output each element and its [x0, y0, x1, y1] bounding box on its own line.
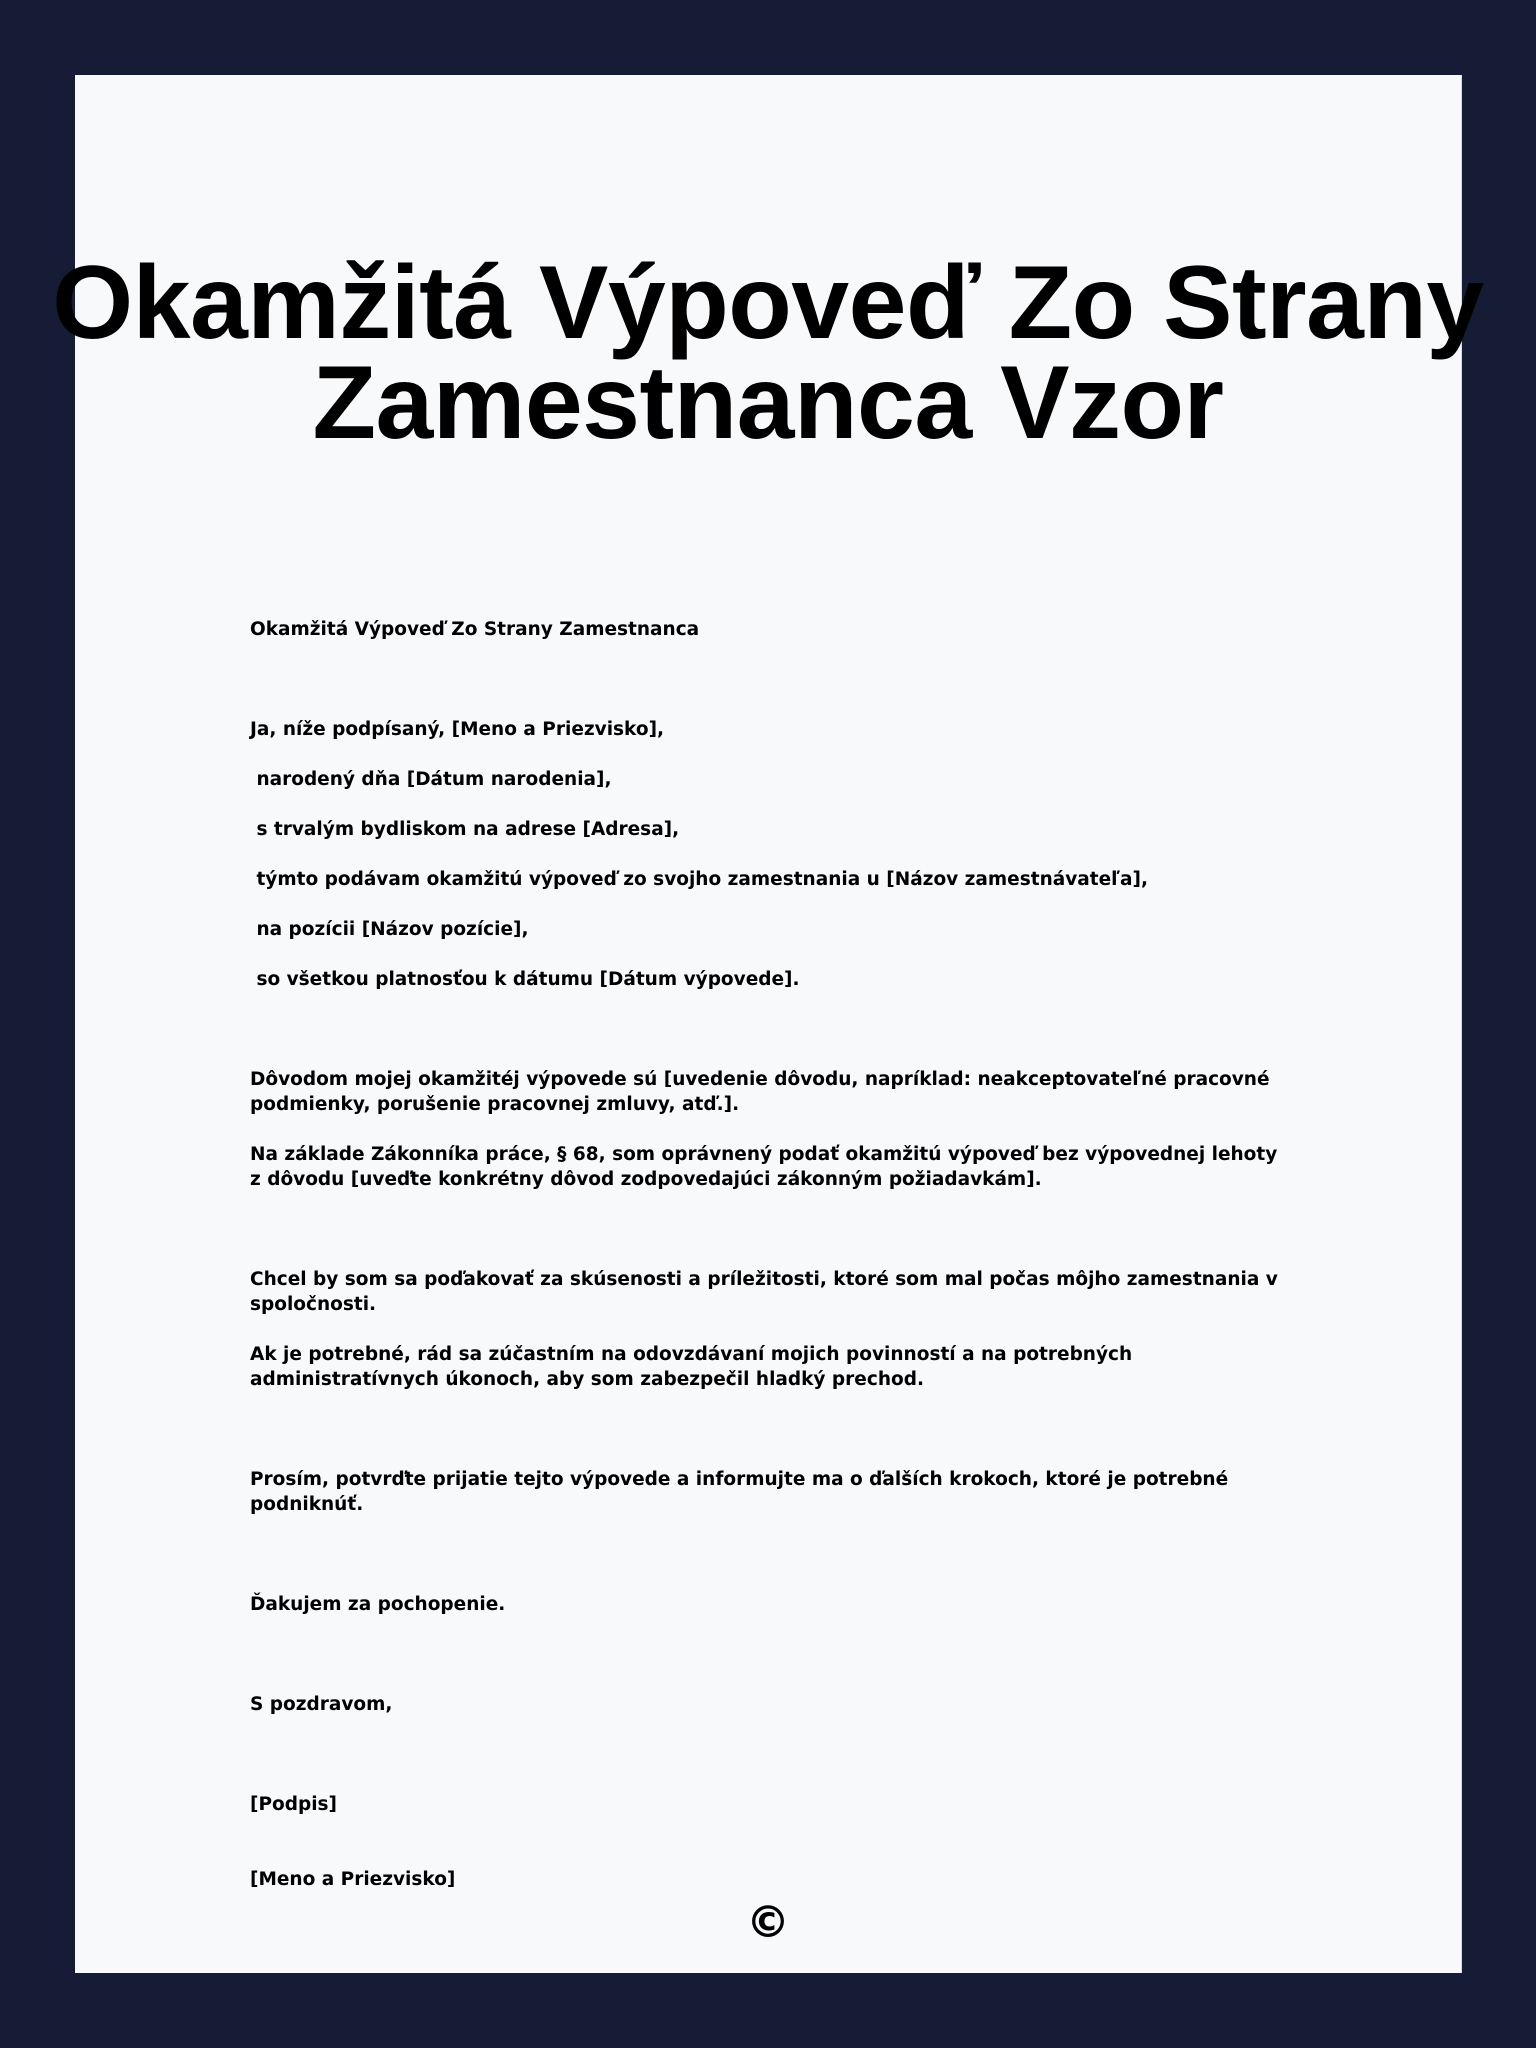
letter-heading: Okamžitá Výpoveď Zo Strany Zamestnanca — [250, 619, 700, 640]
letter-paragraph: narodený dňa [Dátum narodenia], — [250, 769, 612, 790]
letter-paragraph: Dôvodom mojej okamžitéj výpovede sú [uvedenie dôvodu, napríklad: neakceptovateľné pracovné podmienky, porušenie pracovnej zmluvy, atď.]. — [250, 1069, 1276, 1115]
letter-paragraph: Ak je potrebné, rád sa zúčastním na odovzdávaní mojich povinností a na potrebných administratívnych úkonoch, aby som zabezpečil hladký prechod. — [250, 1344, 1139, 1390]
letter-body — [250, 617, 1290, 1892]
title-line-2: Zamestnanca Vzor — [312, 345, 1224, 461]
letter-paragraph: Chcel by som sa poďakovať za skúsenosti a príležitosti, ktoré som mal počas môjho zamestnania v spoločnosti. — [250, 1269, 1285, 1315]
document-page — [52, 75, 1484, 1973]
signer-name: [Meno a Priezvisko] — [250, 1869, 456, 1890]
letter-paragraph: so všetkou platnosťou k dátumu [Dátum výpovede]. — [250, 969, 800, 990]
signature-placeholder: [Podpis] — [250, 1794, 338, 1815]
title-line-1: Okamžitá Výpoveď Zo Strany — [52, 245, 1484, 361]
letter-paragraph: Na základe Zákonníka práce, § 68, som oprávnený podať okamžitú výpoveď bez výpovednej lehoty z dôvodu [uveďte konkrétny dôvod zodpovedajúci zákonným požiadavkám]. — [250, 1144, 1284, 1190]
letter-paragraph: s trvalým bydliskom na adrese [Adresa], — [250, 819, 680, 840]
letter-paragraph: Ja, níže podpísaný, [Meno a Priezvisko], — [250, 719, 665, 740]
letter-paragraph: týmto podávam okamžitú výpoveď zo svojho zamestnania u [Názov zamestnávateľa], — [250, 869, 1149, 890]
copyright-icon: © — [746, 1897, 790, 1948]
letter-paragraph: Prosím, potvrďte prijatie tejto výpovede a informujte ma o ďalších krokoch, ktoré je potrebné podniknúť. — [250, 1469, 1235, 1515]
letter-closing: S pozdravom, — [250, 1694, 393, 1715]
letter-paragraph: na pozícii [Názov pozície], — [250, 919, 529, 940]
letter-paragraph: Ďakujem za pochopenie. — [250, 1594, 506, 1615]
page-title — [25, 245, 1511, 461]
